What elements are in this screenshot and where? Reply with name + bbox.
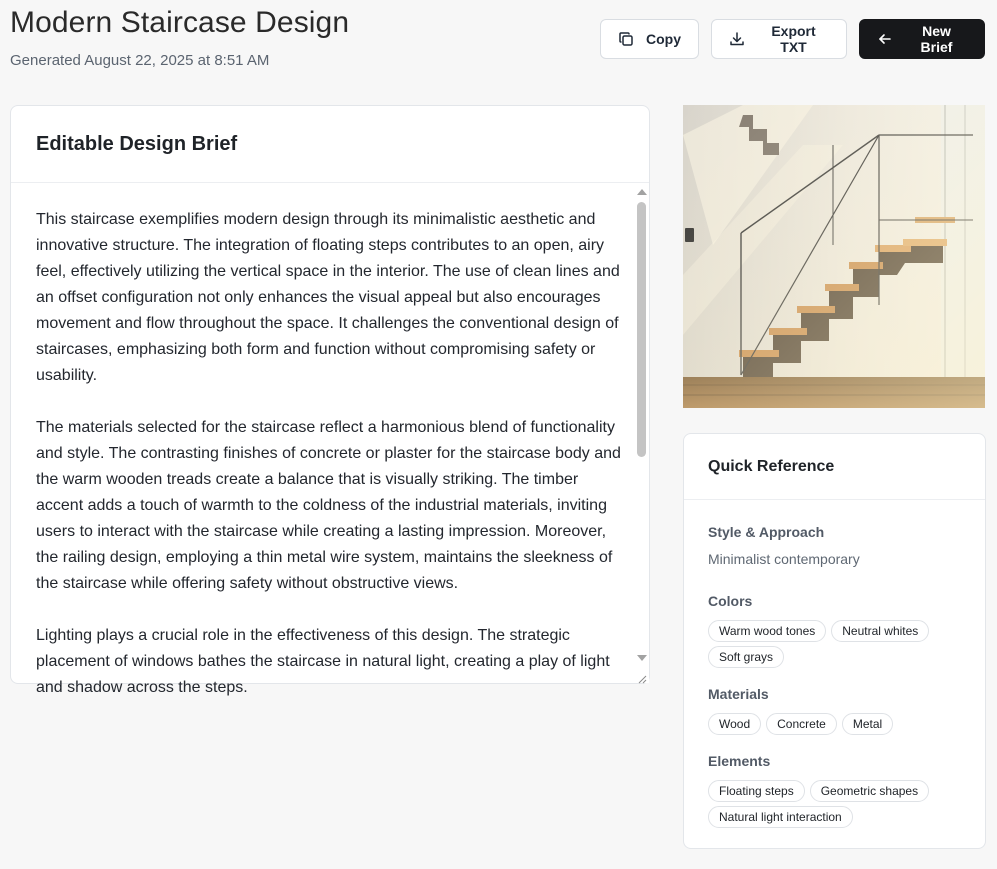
scroll-down-arrow-icon[interactable]: [637, 655, 647, 661]
export-txt-button[interactable]: [711, 19, 847, 59]
design-brief-header: [11, 106, 649, 183]
scroll-thumb[interactable]: [637, 202, 646, 457]
toolbar: [600, 19, 985, 59]
quick-reference-body: [684, 500, 985, 828]
new-brief-button[interactable]: [859, 19, 985, 59]
brief-paragraph: The materials selected for the staircase reflect a harmonious blend of functionality and style. The contrasting finishes of concrete or plaster for the staircase body and the warm wooden treads create a balance that is visually striking. The timber accent adds a touch of warmth to the coldness of the industrial materials, inviting users to interact with the staircase while creating a lasting impression. Moreover, the railing design, employing a thin metal wire system, maintains the sleekness of the staircase while offering safety without obstructive views.: [36, 419, 621, 592]
export-button-label: Export TXT: [771, 23, 816, 55]
quick-reference-title: Quick Reference: [708, 457, 835, 475]
editor-scrollbar[interactable]: [633, 184, 649, 683]
staircase-photo: [683, 105, 985, 408]
color-chip: Warm wood tones: [708, 620, 826, 642]
elements-label: Elements: [708, 753, 771, 769]
color-chip: Neutral whites: [831, 620, 929, 642]
new-brief-label: New Brief: [920, 23, 953, 55]
material-chip: Metal: [842, 713, 893, 735]
design-brief-heading: Editable Design Brief: [36, 132, 238, 155]
scroll-up-arrow-icon[interactable]: [637, 189, 647, 195]
color-chip: Soft grays: [708, 646, 784, 668]
download-icon: [729, 31, 745, 47]
material-chip: Concrete: [766, 713, 837, 735]
page-title: Modern Staircase Design: [10, 6, 350, 39]
elements-chips: [708, 780, 961, 828]
design-brief-editor[interactable]: [11, 184, 649, 696]
copy-button[interactable]: [600, 19, 699, 59]
brief-paragraph: This staircase exemplifies modern design through its minimalistic aesthetic and innovative structure. The integration of floating steps contributes to an open, airy feel, effectively utilizing the vertical space in the interior. The use of clean lines and an offset configuration not only enhances the visual appeal but also encourages movement and flow throughout the space. It challenges the conventional design of staircases, emphasizing both form and function without compromising safety or usability.: [36, 211, 620, 384]
quick-reference-card: [683, 433, 986, 849]
quick-reference-header: [684, 434, 985, 500]
copy-button-label: Copy: [646, 31, 681, 47]
element-chip: Geometric shapes: [810, 780, 929, 802]
element-chip: Natural light interaction: [708, 806, 853, 828]
style-label: Style & Approach: [708, 524, 825, 540]
design-brief-card: [10, 105, 650, 696]
materials-label: Materials: [708, 686, 769, 702]
style-value: Minimalist contemporary: [708, 551, 860, 567]
colors-label: Colors: [708, 593, 753, 609]
brief-paragraph: Lighting plays a crucial role in the effectiveness of this design. The strategic placement of windows bathes the staircase in natural light, creating a play of light and shadow across the steps.: [36, 627, 610, 696]
resize-grip-icon[interactable]: [637, 671, 647, 681]
generated-timestamp: Generated August 22, 2025 at 8:51 AM: [10, 52, 270, 69]
material-chip: Wood: [708, 713, 761, 735]
copy-icon: [618, 31, 634, 47]
design-brief-text[interactable]: [36, 207, 621, 727]
arrow-left-icon: [877, 31, 893, 47]
colors-chips: [708, 620, 961, 668]
materials-chips: [708, 713, 961, 735]
element-chip: Floating steps: [708, 780, 805, 802]
